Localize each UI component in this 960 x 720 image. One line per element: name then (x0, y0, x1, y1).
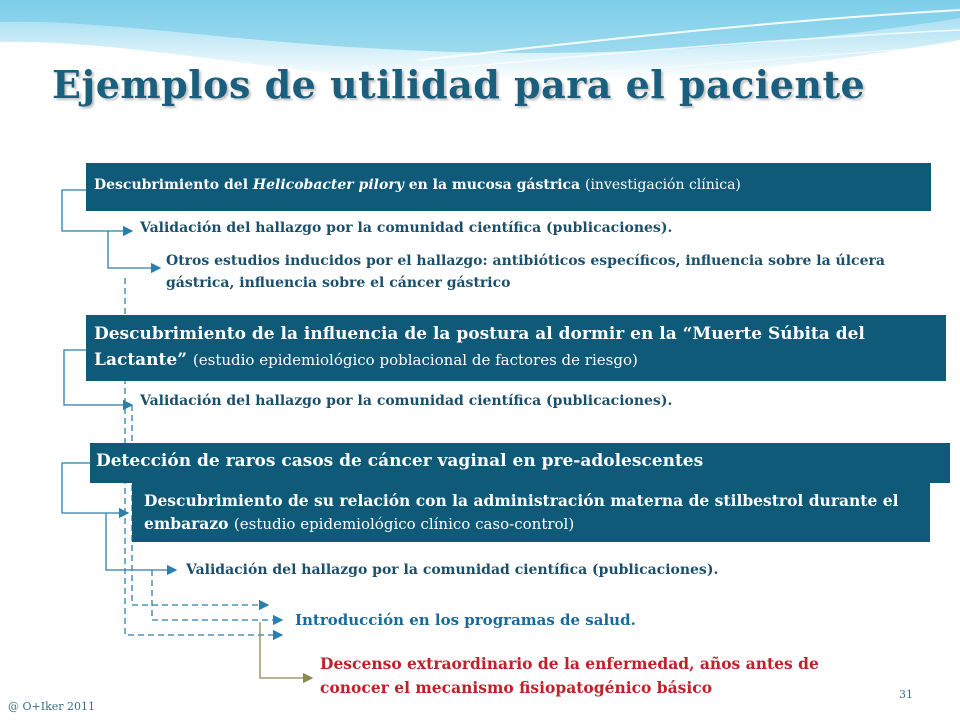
b1-prefix: Descubrimiento del (94, 177, 253, 193)
stilbestrol-discovery-box (132, 483, 930, 542)
discovery-sids-box (86, 315, 946, 381)
disease-decline-text: Descenso extraordinario de la enfermedad, años antes de conocer el mecanismo fisiopatogénico básico (320, 654, 819, 697)
b2-bold: Descubrimiento de la influencia de la postura al dormir en la “Muerte Súbita del Lactante” (94, 324, 865, 370)
health-programs-intro-text: Introducción en los programas de salud. (295, 611, 636, 629)
b2-normal: (estudio epidemiológico poblacional de factores de riesgo) (192, 351, 638, 369)
vaginal-cancer-detection-box: Detección de raros casos de cáncer vaginal en pre-adolescentes (90, 443, 950, 483)
b4-normal: (estudio epidemiológico clínico caso-control) (233, 515, 575, 533)
b1-suffix: en la mucosa gástrica (403, 177, 585, 193)
footer-credit: @ O+Iker 2011 (8, 700, 96, 713)
b1-italic: Helicobacter pilory (252, 177, 404, 193)
b2-validation-text: Validación del hallazgo por la comunidad científica (publicaciones). (140, 393, 673, 409)
b4-bold: Descubrimiento de su relación con la administración materna de stilbestrol durante el embarazo (144, 491, 899, 533)
b1-normal: (investigación clínica) (584, 177, 741, 193)
page-number: 31 (899, 688, 913, 701)
page-title: Ejemplos de utilidad para el paciente (52, 62, 866, 107)
b1-validation-text: Validación del hallazgo por la comunidad científica (publicaciones). (140, 220, 673, 236)
b4-validation-text: Validación del hallazgo por la comunidad científica (publicaciones). (186, 562, 719, 578)
b1-other-studies-text: Otros estudios inducidos por el hallazgo: antibióticos específicos, influencia sobre la úlcera gástrica, influencia sobre el cáncer gástrico (166, 253, 885, 291)
discovery-helicobacter-box (86, 163, 931, 211)
